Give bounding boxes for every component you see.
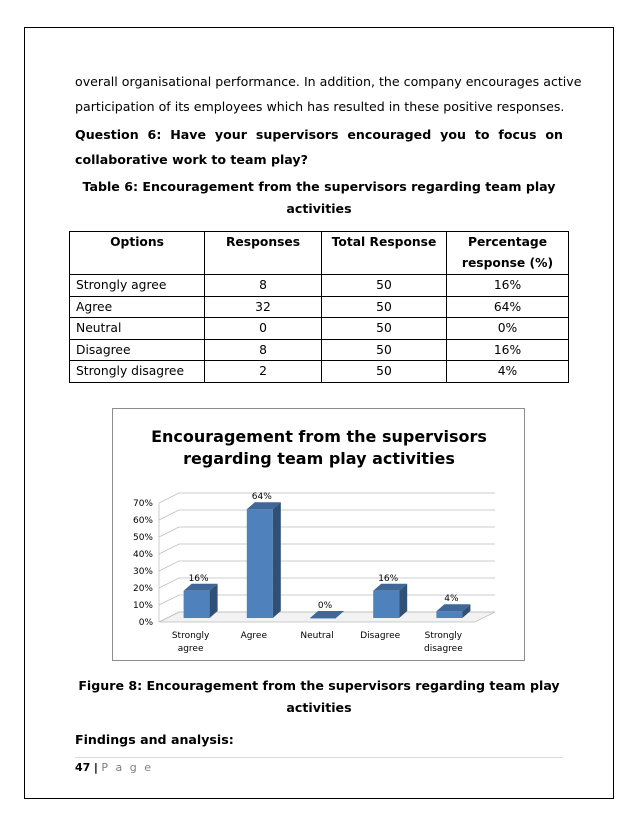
table-row <box>70 275 569 297</box>
cell-percentage: 16% <box>447 339 569 361</box>
cell-total: 50 <box>322 361 447 383</box>
cell-percentage: 0% <box>447 318 569 340</box>
chart-title-line-2: regarding team play activities <box>183 449 455 468</box>
chart-gridline <box>159 493 495 503</box>
chart-y-tick-label: 60% <box>132 516 153 526</box>
chart-y-tick-label: 0% <box>138 618 153 628</box>
figure-caption-line-1: Figure 8: Encouragement from the supervisors regarding team play <box>78 678 560 693</box>
chart-bar-side <box>273 502 281 618</box>
bar-chart <box>112 408 525 661</box>
header-responses: Responses <box>205 232 322 275</box>
chart-y-tick-label: 10% <box>132 601 153 611</box>
header-total-response: Total Response <box>322 232 447 275</box>
page-footer <box>75 761 153 774</box>
table-caption-line-1: Table 6: Encouragement from the supervisors regarding team play <box>82 179 556 194</box>
cell-responses: 2 <box>205 361 322 383</box>
figure-caption <box>75 675 563 719</box>
cell-responses: 8 <box>205 275 322 297</box>
question-line-1: Question 6: Have your supervisors encouraged you to focus on <box>75 127 563 142</box>
chart-gridline <box>159 544 495 554</box>
chart-gridline <box>159 510 495 520</box>
chart-bar <box>373 591 399 618</box>
chart-data-label: 64% <box>251 492 272 503</box>
responses-table <box>69 231 569 383</box>
cell-total: 50 <box>322 275 447 297</box>
chart-category-label: Agree <box>240 631 268 641</box>
table-header-row <box>70 232 569 275</box>
chart-data-label: 16% <box>188 573 209 584</box>
paragraph-line-2: participation of its employees which has resulted in these positive responses. <box>75 99 565 114</box>
chart-y-tick-label: 70% <box>132 499 153 509</box>
cell-option: Agree <box>70 296 205 318</box>
chart-data-label: 0% <box>317 601 333 611</box>
cell-total: 50 <box>322 318 447 340</box>
chart-category-label: Neutral <box>300 631 334 641</box>
header-percentage: Percentage response (%) <box>447 232 569 275</box>
table-row <box>70 296 569 318</box>
chart-canvas <box>113 409 524 660</box>
page-number: 47 <box>75 761 91 774</box>
cell-total: 50 <box>322 296 447 318</box>
question-heading <box>75 122 563 172</box>
table-caption-line-2: activities <box>286 201 352 216</box>
table-caption <box>75 176 563 220</box>
chart-bar <box>436 611 462 618</box>
body-paragraph <box>75 69 582 119</box>
cell-percentage: 16% <box>447 275 569 297</box>
cell-percentage: 64% <box>447 296 569 318</box>
table-row <box>70 318 569 340</box>
footer-separator: | <box>93 761 98 774</box>
footer-divider <box>75 757 563 758</box>
paragraph-line-1: overall organisational performance. In addition, the company encourages active <box>75 74 582 89</box>
chart-category-label: agree <box>177 644 204 654</box>
chart-title-line-1: Encouragement from the supervisors <box>151 427 487 446</box>
cell-responses: 8 <box>205 339 322 361</box>
chart-y-tick-label: 50% <box>132 533 153 543</box>
cell-option: Neutral <box>70 318 205 340</box>
chart-category-label: Strongly <box>171 631 210 641</box>
page-label: P a g e <box>101 761 153 774</box>
findings-heading: Findings and analysis: <box>75 732 234 747</box>
question-line-2: collaborative work to team play? <box>75 152 308 167</box>
cell-option: Strongly disagree <box>70 361 205 383</box>
cell-percentage: 4% <box>447 361 569 383</box>
chart-category-label: Strongly <box>424 631 463 641</box>
cell-responses: 32 <box>205 296 322 318</box>
chart-bar <box>184 591 210 618</box>
chart-data-label: 16% <box>378 573 399 584</box>
cell-option: Disagree <box>70 339 205 361</box>
table-row <box>70 361 569 383</box>
cell-option: Strongly agree <box>70 275 205 297</box>
chart-gridline <box>159 561 495 571</box>
chart-data-label: 4% <box>444 594 459 605</box>
chart-category-label: disagree <box>424 644 463 654</box>
chart-bar <box>247 509 273 618</box>
chart-y-tick-label: 20% <box>132 584 153 594</box>
header-options: Options <box>70 232 205 275</box>
chart-y-tick-label: 40% <box>132 550 153 560</box>
table-row <box>70 339 569 361</box>
chart-gridline <box>159 527 495 537</box>
cell-total: 50 <box>322 339 447 361</box>
figure-caption-line-2: activities <box>286 700 352 715</box>
cell-responses: 0 <box>205 318 322 340</box>
chart-bar <box>310 618 336 619</box>
chart-category-label: Disagree <box>360 631 401 641</box>
chart-y-tick-label: 30% <box>132 567 153 577</box>
